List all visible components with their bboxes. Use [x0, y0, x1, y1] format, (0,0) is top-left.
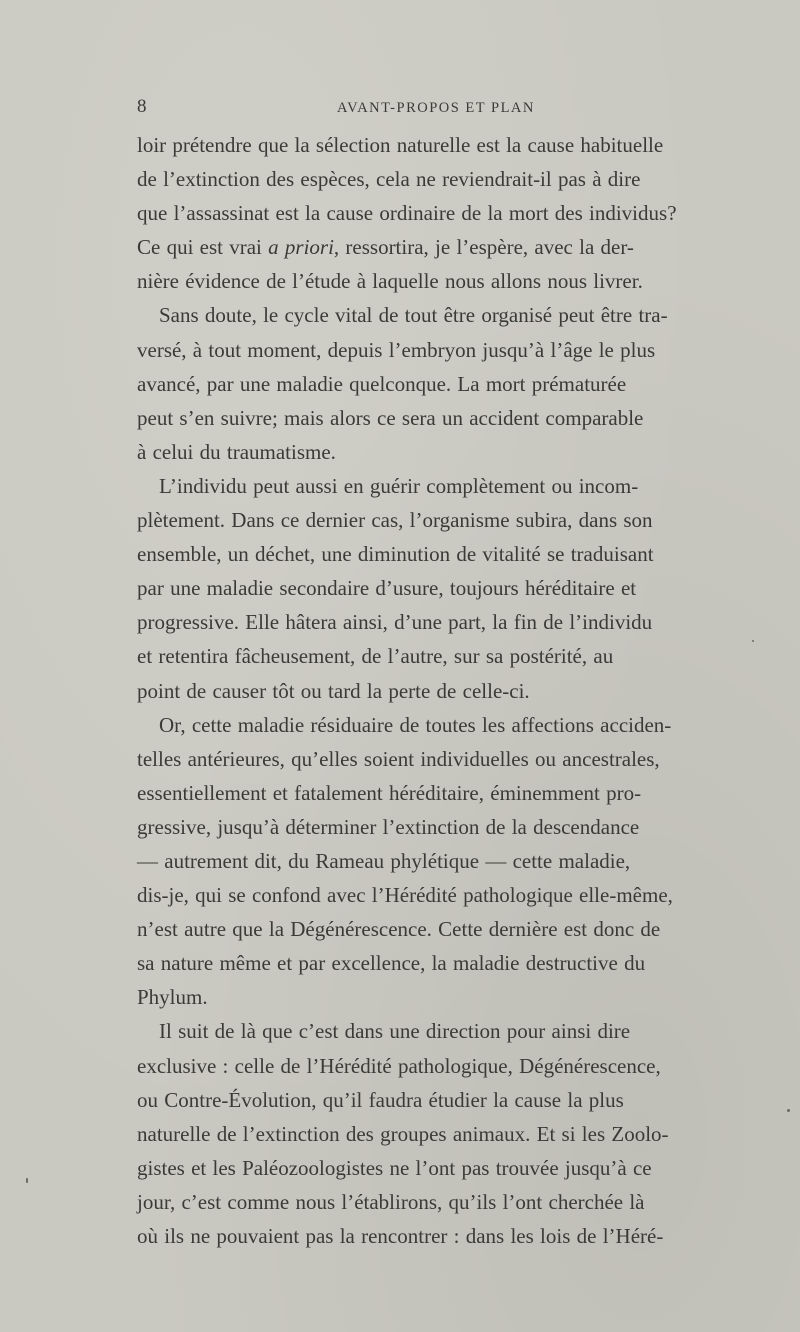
text-line: — autrement dit, du Rameau phylétique — cette maladie, [137, 848, 631, 873]
text-line: point de causer tôt ou tard la perte de celle-ci. [137, 678, 530, 703]
paper-speck [26, 1178, 28, 1183]
paragraph-start-line: Or, cette maladie résiduaire de toutes les affections acciden- [159, 712, 672, 737]
text-line: sa nature même et par excellence, la maladie destructive du [137, 951, 646, 976]
paragraph-start-line: Il suit de là que c’est dans une direction pour ainsi dire [159, 1019, 631, 1044]
page-number: 8 [137, 96, 148, 117]
text-line: et retentira fâcheusement, de l’autre, sur sa postérité, au [137, 644, 614, 669]
text-run: Ce qui est vrai [137, 235, 269, 260]
text-line: gressive, jusqu’à déterminer l’extinction de la descendance [137, 814, 640, 839]
paragraph-start-line: Sans doute, le cycle vital de tout être organisé peut être tra- [159, 303, 668, 328]
text-line: telles antérieures, qu’elles soient individuelles ou ancestrales, [137, 746, 660, 771]
text-line: Phylum. [137, 985, 208, 1010]
text-line: essentiellement et fatalement héréditaire, éminemment pro- [137, 780, 642, 805]
text-line: nière évidence de l’étude à laquelle nous allons nous livrer. [137, 269, 643, 294]
body-text [137, 128, 797, 1253]
text-line [137, 230, 797, 264]
paper-speck [787, 1109, 790, 1112]
text-line: ensemble, un déchet, une diminution de vitalité se traduisant [137, 542, 654, 567]
text-line: exclusive : celle de l’Hérédité pathologique, Dégénérescence, [137, 1053, 661, 1078]
text-line: versé, à tout moment, depuis l’embryon jusqu’à l’âge le plus [137, 337, 656, 362]
paragraph-start-line: L’individu peut aussi en guérir complètement ou incom- [159, 473, 639, 498]
text-line: que l’assassinat est la cause ordinaire de la mort des individus? [137, 201, 677, 226]
text-line: ou Contre-Évolution, qu’il faudra étudier la cause la plus [137, 1087, 624, 1112]
text-line: n’est autre que la Dégénérescence. Cette dernière est donc de [137, 917, 661, 942]
text-line: dis-je, qui se confond avec l’Hérédité pathologique elle-même, [137, 883, 673, 908]
text-line: par une maladie secondaire d’usure, toujours héréditaire et [137, 576, 637, 601]
running-head [137, 96, 797, 120]
text-line: de l’extinction des espèces, cela ne reviendrait-il pas à dire [137, 167, 641, 192]
text-line: loir prétendre que la sélection naturelle est la cause habituelle [137, 133, 664, 157]
italic-term: a priori [268, 235, 334, 260]
text-line: où ils ne pouvaient pas la rencontrer : dans les lois de l’Héré- [137, 1224, 664, 1248]
text-line: plètement. Dans ce dernier cas, l’organisme subira, dans son [137, 508, 653, 533]
running-head-title: AVANT-PROPOS ET PLAN [337, 100, 535, 116]
text-line: avancé, par une maladie quelconque. La mort prématurée [137, 371, 627, 396]
text-line: gistes et les Paléozoologistes ne l’ont pas trouvée jusqu’à ce [137, 1155, 652, 1180]
text-line: naturelle de l’extinction des groupes animaux. Et si les Zoolo- [137, 1121, 669, 1146]
text-line: à celui du traumatisme. [137, 439, 336, 464]
text-line: peut s’en suivre; mais alors ce sera un accident comparable [137, 405, 644, 430]
text-run: , ressortira, je l’espère, avec la der- [333, 235, 634, 260]
text-line: jour, c’est comme nous l’établirons, qu’ils l’ont cherchée là [137, 1189, 645, 1214]
text-line: progressive. Elle hâtera ainsi, d’une part, la fin de l’individu [137, 610, 653, 635]
paper-speck [752, 640, 754, 642]
